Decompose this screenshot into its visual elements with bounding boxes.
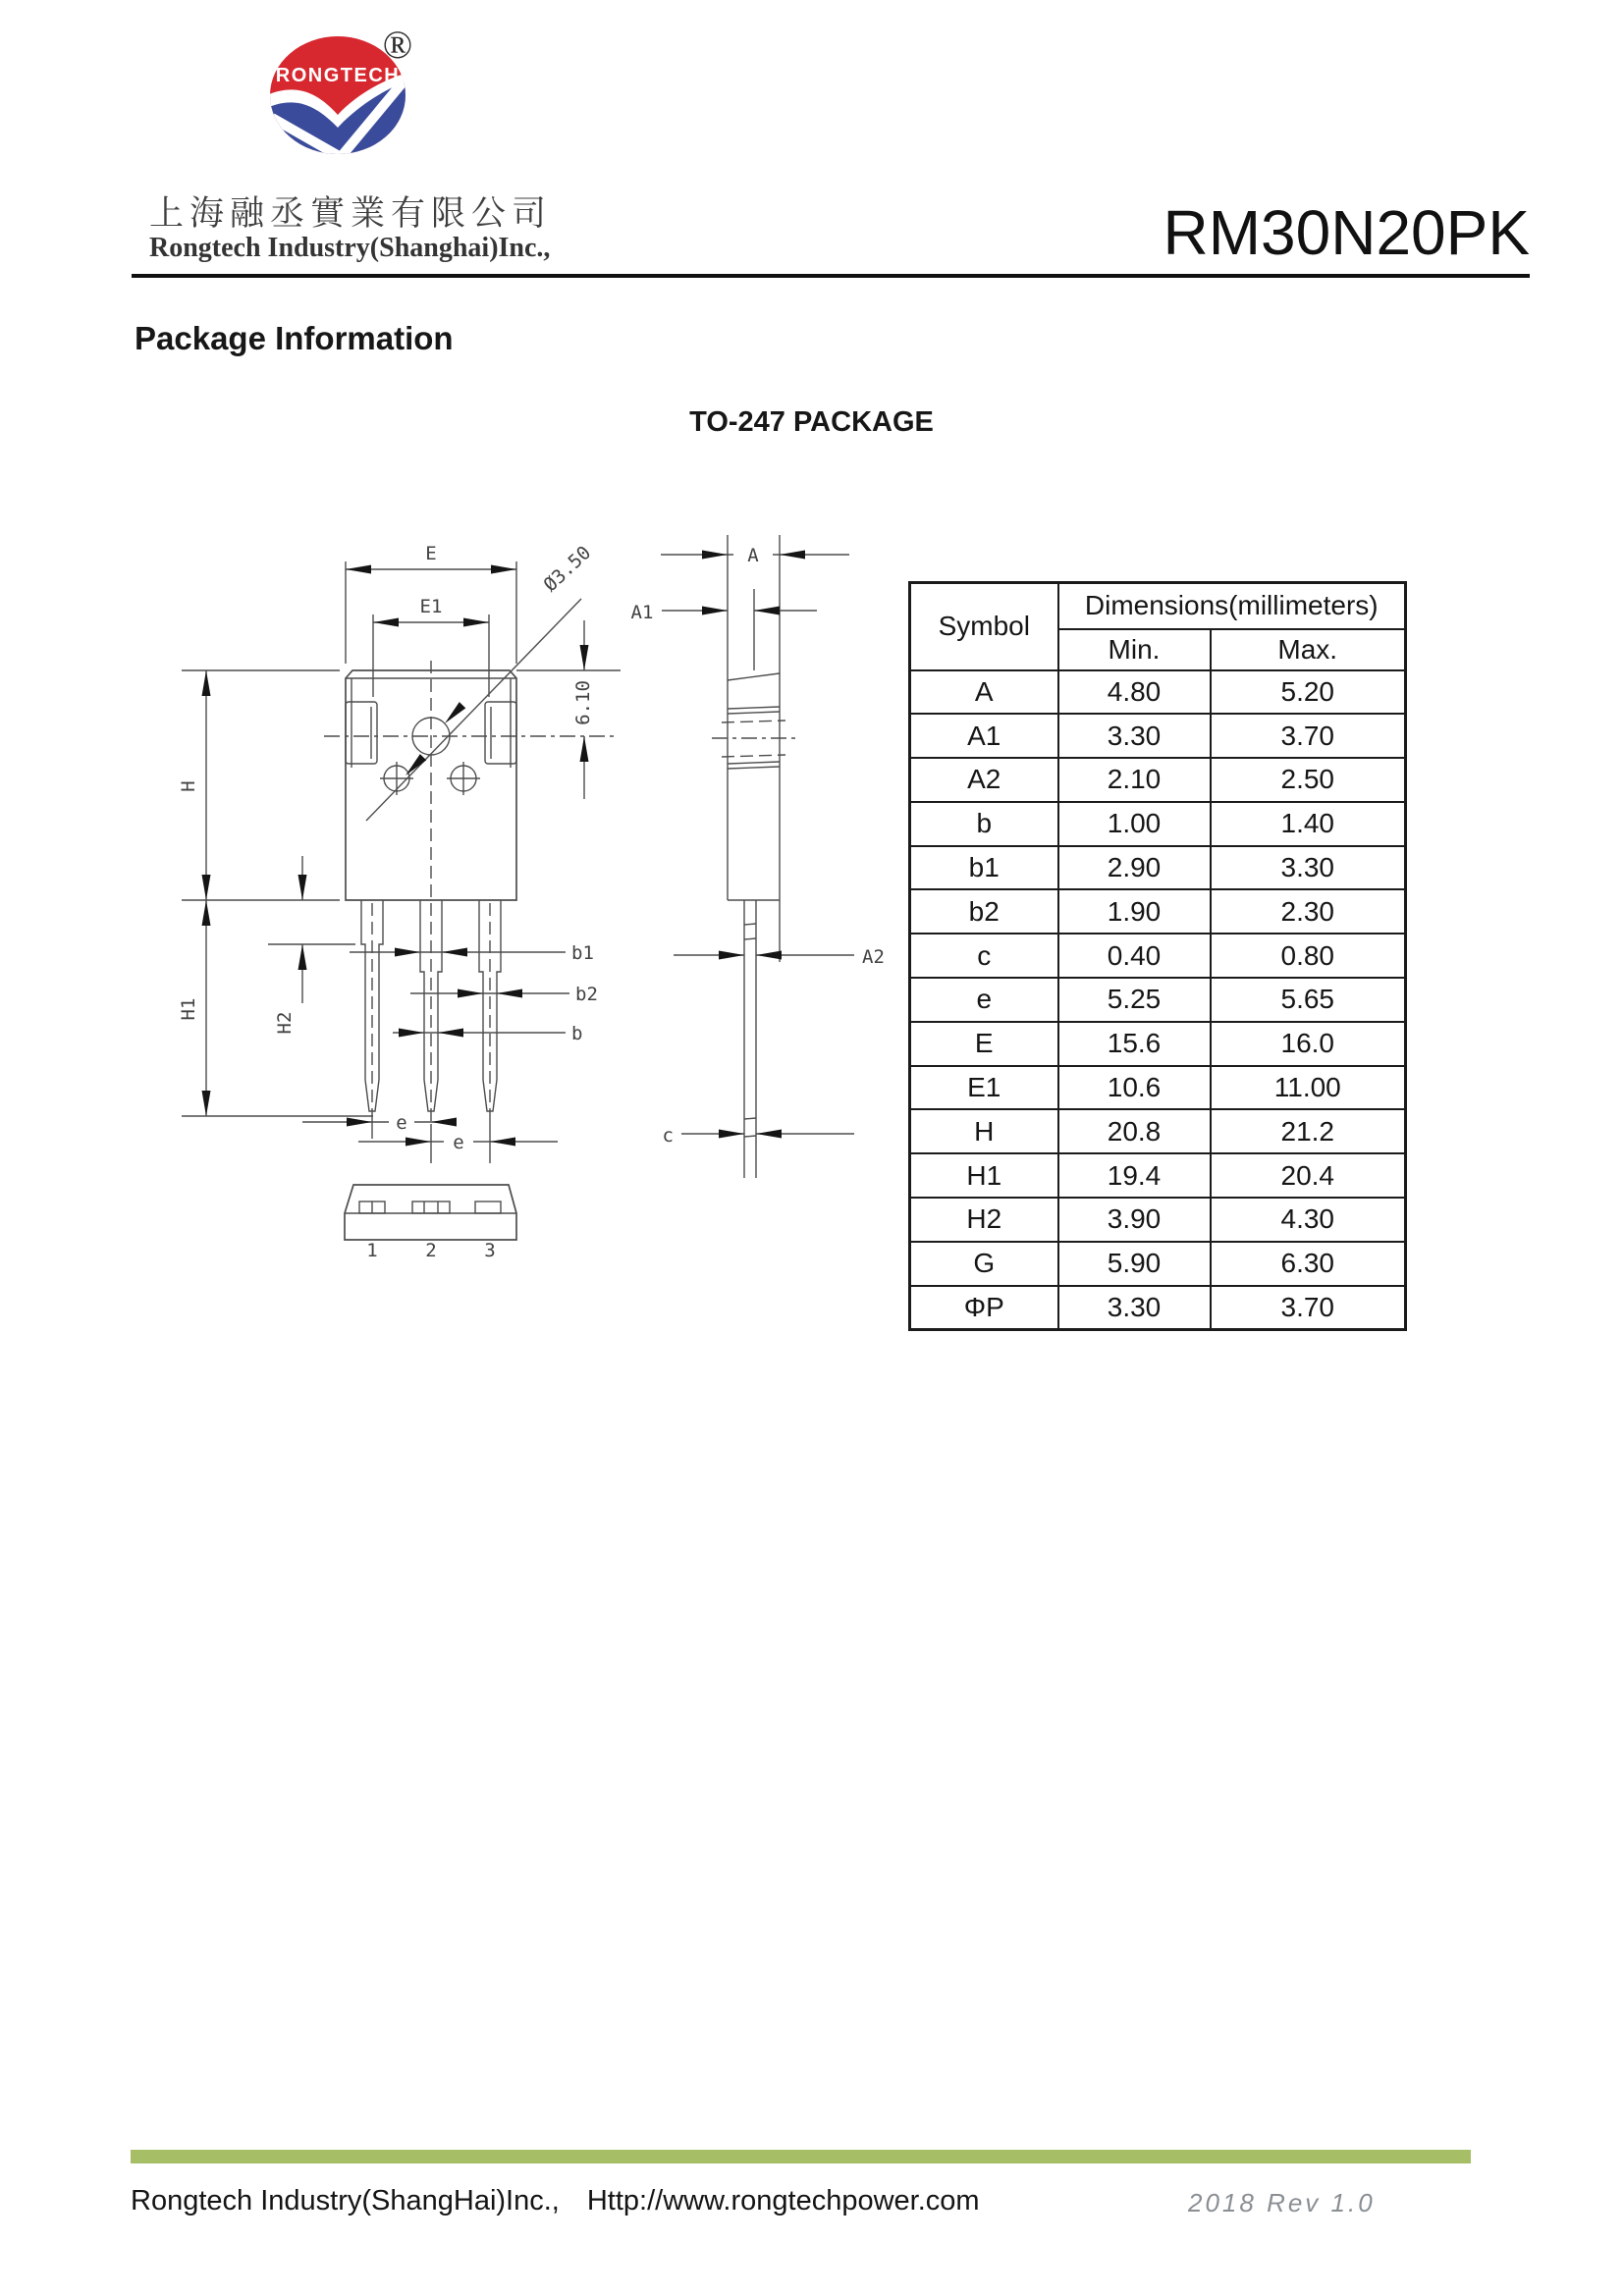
table-row	[910, 846, 1406, 890]
to247-package-drawing	[128, 491, 913, 1286]
svg-text:6.10: 6.10	[572, 680, 594, 725]
max-cell: 20.4	[1211, 1153, 1406, 1198]
max-cell: 4.30	[1211, 1198, 1406, 1242]
side-view	[712, 535, 797, 1178]
footer-website: Http://www.rongtechpower.com	[586, 2185, 980, 2216]
symbol-cell: b2	[910, 889, 1058, 934]
dimensions-column-header: Dimensions(millimeters)	[1058, 583, 1406, 629]
front-view	[324, 661, 619, 1163]
dim-H1	[178, 900, 373, 1116]
svg-text:b2: b2	[575, 984, 598, 1005]
svg-text:e: e	[453, 1132, 464, 1153]
table-row	[910, 1153, 1406, 1198]
min-cell: 0.40	[1058, 934, 1211, 978]
svg-text:b1: b1	[571, 942, 594, 964]
min-cell: 15.6	[1058, 1022, 1211, 1066]
dim-H2	[268, 856, 355, 1034]
min-cell: 1.90	[1058, 889, 1211, 934]
table-row	[910, 889, 1406, 934]
svg-text:H: H	[178, 780, 199, 792]
table-row	[910, 978, 1406, 1022]
symbol-cell: c	[910, 934, 1058, 978]
max-cell: 2.50	[1211, 758, 1406, 802]
registered-trademark-icon: ®	[382, 25, 413, 67]
min-cell: 5.90	[1058, 1242, 1211, 1286]
rongtech-logo-icon	[260, 25, 417, 162]
max-cell: 16.0	[1211, 1022, 1406, 1066]
pin-number-3: 3	[484, 1240, 496, 1261]
max-cell: 6.30	[1211, 1242, 1406, 1286]
max-column-header: Max.	[1211, 629, 1406, 670]
company-name-english: Rongtech Industry(Shanghai)Inc.,	[149, 233, 551, 263]
min-cell: 10.6	[1058, 1066, 1211, 1110]
min-cell: 3.30	[1058, 714, 1211, 758]
dimensions-table	[908, 581, 1407, 1331]
part-number: RM30N20PK	[1163, 197, 1530, 268]
dim-b	[393, 1023, 582, 1044]
svg-text:A1: A1	[630, 602, 654, 623]
svg-text:H2: H2	[274, 1011, 296, 1035]
symbol-cell: A2	[910, 758, 1058, 802]
symbol-cell: A1	[910, 714, 1058, 758]
symbol-cell: E	[910, 1022, 1058, 1066]
min-cell: 3.30	[1058, 1286, 1211, 1330]
svg-text:E1: E1	[419, 596, 443, 617]
dim-A	[661, 545, 849, 566]
min-cell: 20.8	[1058, 1109, 1211, 1153]
min-cell: 19.4	[1058, 1153, 1211, 1198]
table-row	[910, 1066, 1406, 1110]
min-cell: 5.25	[1058, 978, 1211, 1022]
svg-text:Ø3.50: Ø3.50	[539, 542, 596, 597]
bottom-view	[345, 1185, 516, 1261]
symbol-cell: H	[910, 1109, 1058, 1153]
table-row	[910, 934, 1406, 978]
symbol-cell: G	[910, 1242, 1058, 1286]
dim-6-10	[516, 620, 621, 799]
max-cell: 11.00	[1211, 1066, 1406, 1110]
table-row	[910, 714, 1406, 758]
symbol-cell: ΦP	[910, 1286, 1058, 1330]
dim-c	[663, 1125, 854, 1147]
header-divider	[132, 274, 1530, 278]
max-cell: 3.70	[1211, 714, 1406, 758]
footer-company: Rongtech Industry(ShangHai)Inc.,	[131, 2185, 560, 2216]
table-row	[910, 1198, 1406, 1242]
logo-brand-text: RONGTECH	[275, 65, 401, 86]
symbol-cell: e	[910, 978, 1058, 1022]
symbol-cell: b1	[910, 846, 1058, 890]
symbol-cell: E1	[910, 1066, 1058, 1110]
table-row	[910, 670, 1406, 715]
max-cell: 5.20	[1211, 670, 1406, 715]
table-row	[910, 1242, 1406, 1286]
symbol-cell: A	[910, 670, 1058, 715]
table-row	[910, 1286, 1406, 1330]
min-cell: 2.10	[1058, 758, 1211, 802]
pin-number-1: 1	[366, 1240, 378, 1261]
max-cell: 0.80	[1211, 934, 1406, 978]
page-title: Package Information	[135, 320, 454, 356]
dim-A1	[631, 602, 817, 623]
min-cell: 1.00	[1058, 802, 1211, 846]
table-row	[910, 758, 1406, 802]
dim-b1	[350, 942, 594, 964]
table-row	[910, 1022, 1406, 1066]
footer-revision: 2018 Rev 1.0	[1188, 2188, 1376, 2217]
max-cell: 1.40	[1211, 802, 1406, 846]
min-column-header: Min.	[1058, 629, 1211, 670]
svg-text:H1: H1	[178, 997, 199, 1021]
symbol-cell: b	[910, 802, 1058, 846]
max-cell: 3.30	[1211, 846, 1406, 890]
svg-text:A: A	[747, 545, 759, 566]
dimensions-table-body	[910, 670, 1406, 1330]
svg-text:A2: A2	[862, 946, 885, 968]
dim-H	[178, 670, 340, 900]
symbol-column-header: Symbol	[910, 583, 1058, 670]
symbol-cell: H1	[910, 1153, 1058, 1198]
max-cell: 21.2	[1211, 1109, 1406, 1153]
footer-divider-bar	[131, 2150, 1471, 2163]
svg-text:c: c	[662, 1125, 674, 1147]
max-cell: 3.70	[1211, 1286, 1406, 1330]
min-cell: 2.90	[1058, 846, 1211, 890]
svg-text:b: b	[571, 1023, 583, 1044]
company-name-chinese: 上海融丞實業有限公司	[149, 194, 553, 233]
max-cell: 5.65	[1211, 978, 1406, 1022]
pin-number-2: 2	[425, 1240, 437, 1261]
table-row	[910, 802, 1406, 846]
package-drawing-title: TO-247 PACKAGE	[689, 406, 934, 438]
max-cell: 2.30	[1211, 889, 1406, 934]
min-cell: 3.90	[1058, 1198, 1211, 1242]
svg-text:e: e	[396, 1112, 407, 1134]
table-row	[910, 1109, 1406, 1153]
svg-text:E: E	[425, 543, 437, 564]
symbol-cell: H2	[910, 1198, 1058, 1242]
min-cell: 4.80	[1058, 670, 1211, 715]
dim-e-right	[358, 1132, 558, 1153]
